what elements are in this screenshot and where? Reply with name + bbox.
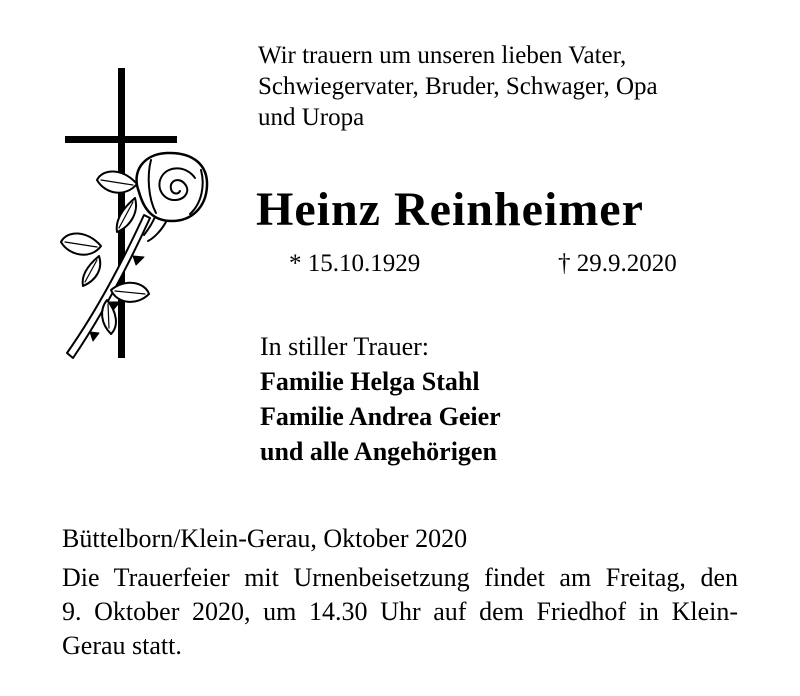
funeral-line: Gerau statt. <box>62 631 182 660</box>
mourning-label: In stiller Trauer: <box>260 332 429 361</box>
cross-and-rose-illustration <box>55 60 215 372</box>
mourner-line: Familie Andrea Geier <box>260 402 501 431</box>
place-and-date: Büttelborn/Klein-Gerau, Oktober 2020 <box>62 524 468 553</box>
intro-line: Schwiegervater, Bruder, Schwager, Opa <box>258 73 658 100</box>
mourners-block <box>260 329 501 469</box>
birth-date: * 15.10.1929 <box>289 250 421 277</box>
intro-text <box>258 40 658 133</box>
mourner-line: Familie Helga Stahl <box>260 367 480 396</box>
funeral-details <box>62 561 738 663</box>
deceased-name: Heinz Reinheimer <box>256 183 644 236</box>
rose-icon <box>61 153 207 358</box>
intro-line: Wir trauern um unseren lieben Vater, <box>258 42 627 69</box>
intro-line: und Uropa <box>258 104 365 131</box>
death-date: † 29.9.2020 <box>558 250 677 277</box>
funeral-line: 9. Oktober 2020, um 14.30 Uhr auf dem Friedhof in Klein- <box>62 597 738 626</box>
mourner-line: und alle Angehörigen <box>260 437 497 466</box>
funeral-line: Die Trauerfeier mit Urnenbeisetzung findet am Freitag, den <box>62 563 738 592</box>
